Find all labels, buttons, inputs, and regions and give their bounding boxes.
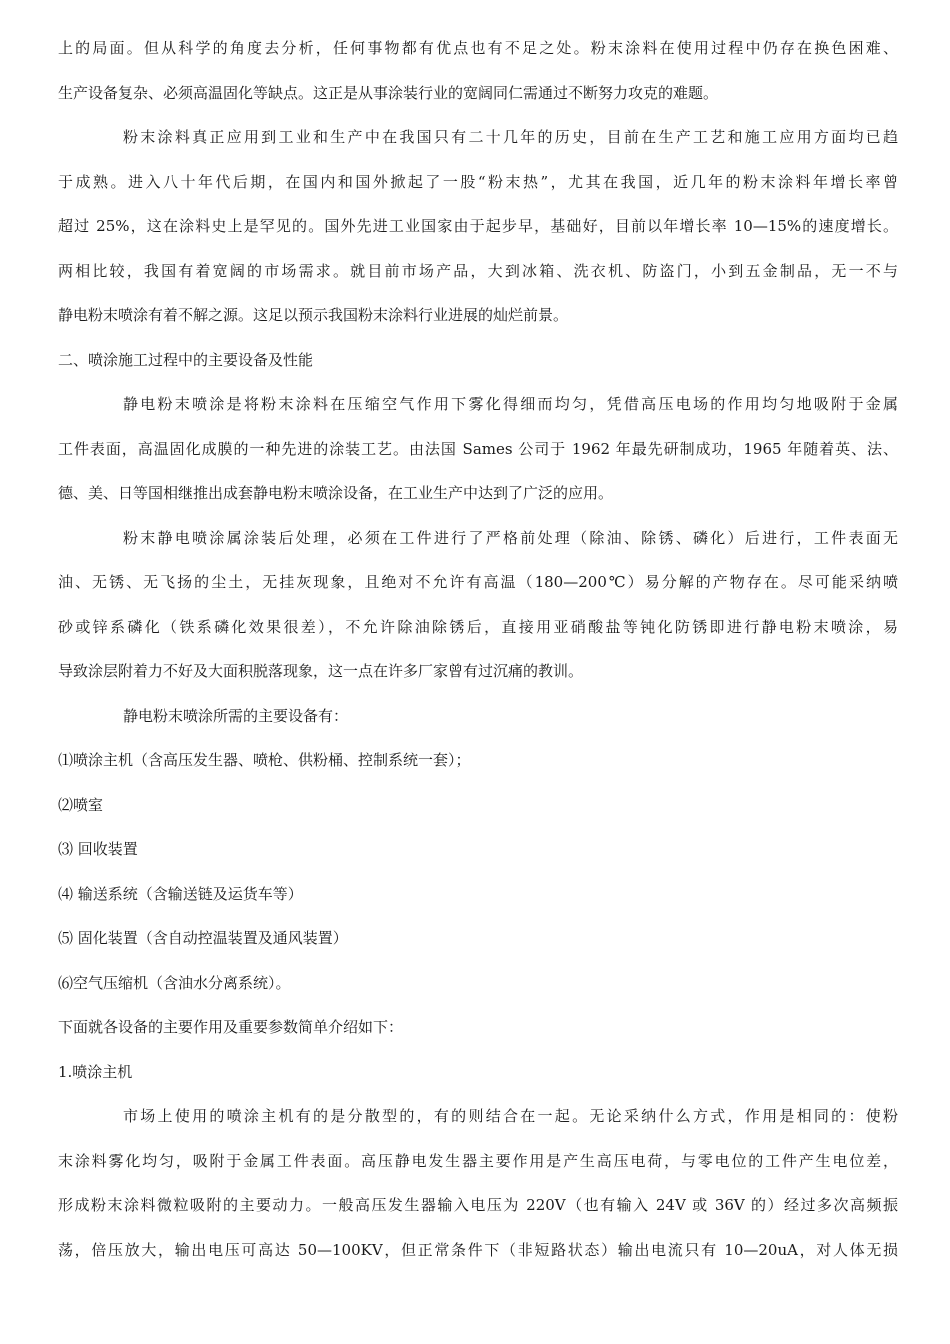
equipment-list-item: ⑷ 输送系统（含输送链及运货车等） — [58, 884, 303, 903]
paragraph-line: 粉末静电喷涂属涂装后处理，必须在工件进行了严格前处理（除油、除锈、磷化）后进行，工件表面无 — [123, 528, 898, 547]
paragraph-line: 荡，倍压放大，输出电压可高达 50—100KV，但正常条件下（非短路状态）输出电流只有 10—20uA，对人体无损 — [58, 1240, 898, 1259]
paragraph-line: 静电粉末喷涂有着不解之源。这足以预示我国粉末涂料行业进展的灿烂前景。 — [58, 306, 569, 324]
paragraph-line: 粉末涂料真正应用到工业和生产中在我国只有二十几年的历史，目前在生产工艺和施工应用方面均已趋 — [123, 128, 898, 146]
paragraph-line: 形成粉末涂料微粒吸附的主要动力。一般高压发生器输入电压为 220V（也有输入 24V 或 36V 的）经过多次高频振 — [58, 1196, 898, 1214]
paragraph-line: 生产设备复杂、必须高温固化等缺点。这正是从事涂装行业的宽阔同仁需通过不断努力攻克的难题。 — [58, 83, 719, 102]
paragraph-line: 市场上使用的喷涂主机有的是分散型的，有的则结合在一起。无论采纳什么方式，作用是相同的：使粉 — [123, 1107, 898, 1125]
paragraph-line: 超过 25%，这在涂料史上是罕见的。国外先进工业国家由于起步早，基础好，目前以年增长率 10—15%的速度增长。 — [58, 217, 898, 235]
paragraph-line: 油、无锈、无飞扬的尘土，无挂灰现象，且绝对不允许有高温（180—200℃）易分解的产物存在。尽可能采纳喷 — [58, 573, 898, 591]
paragraph-line: 下面就各设备的主要作用及重要参数简单介绍如下： — [58, 1018, 404, 1036]
paragraph-line: 两相比较，我国有着宽阔的市场需求。就目前市场产品，大到冰箱、洗衣机、防盗门，小到五金制品，无一不与 — [58, 261, 898, 280]
paragraph-line: 静电粉末喷涂所需的主要设备有： — [123, 706, 349, 725]
paragraph-line: 德、美、日等国相继推出成套静电粉末喷涂设备，在工业生产中达到了广泛的应用。 — [58, 484, 614, 502]
paragraph-line: 导致涂层附着力不好及大面积脱落现象，这一点在许多厂家曾有过沉痛的教训。 — [58, 662, 584, 680]
equipment-list-item: ⑵喷室 — [58, 795, 104, 814]
paragraph-line: 于成熟。进入八十年代后期，在国内和国外掀起了一股“粉末热”，尤其在我国，近几年的粉末涂料年增长率曾 — [58, 172, 898, 191]
document-page — [58, 38, 898, 1284]
paragraph-line: 上的局面。但从科学的角度去分析，任何事物都有优点也有不足之处。粉末涂料在使用过程中仍存在换色困难、 — [58, 39, 898, 57]
paragraph-line: 末涂料雾化均匀，吸附于金属工件表面。高压静电发生器主要作用是产生高压电荷，与零电位的工件产生电位差， — [58, 1151, 898, 1170]
paragraph-line: 工件表面，高温固化成膜的一种先进的涂装工艺。由法国 Sames 公司于 1962 年最先研制成功，1965 年随着英、法、 — [58, 439, 898, 458]
paragraph-line: 静电粉末喷涂是将粉末涂料在压缩空气作用下雾化得细而均匀，凭借高压电场的作用均匀地吸附于金属 — [123, 395, 898, 413]
paragraph-line: 砂或锌系磷化（铁系磷化效果很差），不允许除油除锈后，直接用亚硝酸盐等钝化防锈即进行静电粉末喷涂，易 — [58, 617, 898, 636]
equipment-list-item: ⑶ 回收装置 — [58, 840, 138, 858]
equipment-list-item: ⑹空气压缩机（含油水分离系统）。 — [58, 973, 291, 992]
subsection-heading: 1.喷涂主机 — [58, 1062, 133, 1081]
section-heading: 二、喷涂施工过程中的主要设备及性能 — [58, 350, 314, 369]
equipment-list-item: ⑴喷涂主机（含高压发生器、喷枪、供粉桶、控制系统一套）； — [58, 751, 471, 769]
equipment-list-item: ⑸ 固化装置（含自动控温装置及通风装置） — [58, 929, 348, 947]
